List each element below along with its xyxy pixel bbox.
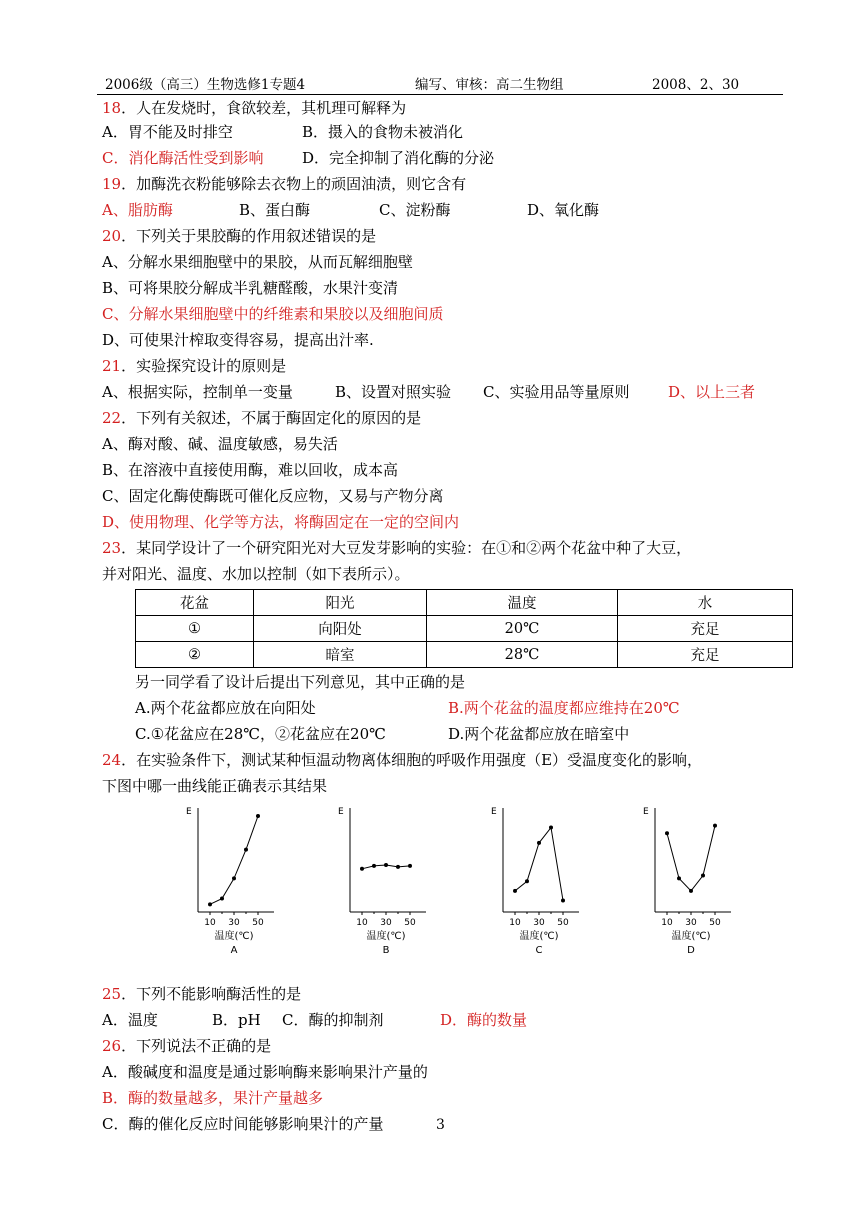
question-20-option-c-answer: C、分解水果细胞壁中的纤维素和果胶以及细胞间质 (102, 305, 444, 323)
question-26-option-a: A．酸碱度和温度是通过影响酶来影响果汁产量的 (102, 1063, 428, 1081)
x-tick-label: 50 (557, 918, 569, 928)
question-22-option-a: A、酶对酸、碱、温度敏感，易失活 (102, 435, 338, 453)
header-course: 2006级（高三）生物选修1专题4 (105, 77, 306, 93)
data-point (561, 898, 565, 902)
x-axis-label: 温度(℃) (366, 931, 406, 942)
x-tick-label: 30 (380, 918, 392, 928)
page-number: 3 (436, 1117, 445, 1133)
question-23-prompt: 另一同学看了设计后提出下列意见，其中正确的是 (135, 673, 466, 691)
question-22-option-c: C、固定化酶使酶既可催化反应物，又易与产物分离 (102, 487, 444, 505)
series-line (210, 816, 258, 904)
x-tick-label: 10 (509, 918, 521, 928)
x-axis-label: 温度(℃) (671, 931, 711, 942)
question-18-options-row1 (102, 121, 464, 143)
question-22-option-b: B、在溶液中直接使用酶，难以回收，成本高 (102, 461, 399, 479)
data-point (232, 876, 236, 880)
table-cell: ② (136, 642, 254, 668)
question-23-options-row1 (135, 697, 680, 719)
option-c: C．酶的抑制剂 (282, 1011, 384, 1029)
option-a: A、根据实际，控制单一变量 (102, 383, 293, 401)
data-point (701, 874, 705, 878)
question-21-options (102, 381, 756, 403)
question-23-stem-cont: 并对阳光、温度、水加以控制（如下表所示）。 (102, 565, 410, 583)
question-23-stem: 23．某同学设计了一个研究阳光对大豆发芽影响的实验：在①和②两个花盆中种了大豆， (102, 539, 692, 557)
table-header-cell: 温度 (427, 590, 618, 616)
option-d: D、氧化酶 (527, 201, 600, 219)
table-cell: 暗室 (254, 642, 427, 668)
chart-label: D (687, 945, 695, 956)
series-line (515, 828, 563, 901)
option-a: A．胃不能及时排空 (102, 123, 233, 141)
question-23-options-row2 (135, 723, 630, 745)
table-cell: 充足 (618, 616, 793, 642)
table-row (136, 642, 793, 668)
table-cell: 20℃ (427, 616, 618, 642)
data-point (208, 902, 212, 906)
x-tick-label: 10 (356, 918, 368, 928)
question-20-option-b: B、可将果胶分解成半乳糖醛酸，水果汁变清 (102, 279, 399, 297)
question-19-stem: 19．加酶洗衣粉能够除去衣物上的顽固油渍，则它含有 (102, 175, 467, 193)
chart-label: B (382, 945, 390, 956)
option-d-answer: D．酶的数量 (440, 1011, 528, 1029)
table-row (136, 616, 793, 642)
x-tick-label: 30 (533, 918, 545, 928)
option-c: C.①花盆应在28℃，②花盆应在20℃ (135, 725, 386, 743)
x-axis-label: 温度(℃) (519, 931, 559, 942)
data-point (408, 864, 412, 868)
x-axis-label: 温度(℃) (214, 931, 254, 942)
question-24-stem-cont: 下图中哪一曲线能正确表示其结果 (102, 777, 328, 795)
x-tick-label: 10 (661, 918, 673, 928)
table-cell: 向阳处 (254, 616, 427, 642)
data-point (372, 864, 376, 868)
question-20-stem: 20．下列关于果胶酶的作用叙述错误的是 (102, 227, 377, 245)
option-d-answer: D、以上三者 (668, 383, 756, 401)
data-point (677, 876, 681, 880)
question-26-option-b-answer: B．酶的数量越多，果汁产量越多 (102, 1089, 324, 1107)
data-point (525, 879, 529, 883)
chart-label: C (535, 945, 543, 956)
data-point (513, 889, 517, 893)
page-header (97, 70, 783, 95)
x-tick-label: 10 (204, 918, 216, 928)
x-tick-label: 30 (685, 918, 697, 928)
option-d: D．完全抑制了消化酶的分泌 (302, 149, 495, 167)
question-20-option-a: A、分解水果细胞壁中的果胶，从而瓦解细胞壁 (102, 253, 413, 271)
data-point (665, 831, 669, 835)
x-tick-label: 50 (404, 918, 416, 928)
data-point (689, 889, 693, 893)
data-point (396, 865, 400, 869)
header-date: 2008、2、30 (652, 77, 740, 93)
y-axis-label: E (643, 807, 649, 817)
option-c: C、实验用品等量原则 (483, 383, 630, 401)
question-22-option-d-answer: D、使用物理、化学等方法，将酶固定在一定的空间内 (102, 513, 460, 531)
data-point (220, 897, 224, 901)
table-cell: ① (136, 616, 254, 642)
x-tick-label: 50 (709, 918, 721, 928)
question-18-options-row2 (102, 147, 495, 169)
option-a-answer: A、脂肪酶 (102, 201, 173, 219)
option-a: A.两个花盆都应放在向阳处 (135, 699, 316, 717)
question-25-options (102, 1009, 528, 1031)
option-b-answer: B.两个花盆的温度都应维持在20℃ (448, 699, 680, 717)
data-point (244, 848, 248, 852)
table-header-row (136, 590, 793, 616)
x-tick-label: 30 (228, 918, 240, 928)
x-tick-label: 50 (252, 918, 264, 928)
option-c-answer: C．消化酶活性受到影响 (102, 149, 264, 167)
question-22-stem: 22．下列有关叙述，不属于酶固定化的原因的是 (102, 409, 422, 427)
data-point (537, 841, 541, 845)
question-21-stem: 21．实验探究设计的原则是 (102, 357, 287, 375)
temperature-curve-charts (180, 796, 740, 956)
table-header-cell: 水 (618, 590, 793, 616)
question-19-options (102, 199, 600, 221)
question-24-stem: 24．在实验条件下，测试某种恒温动物离体细胞的呼吸作用强度（E）受温度变化的影响， (102, 751, 703, 769)
option-b: B．摄入的食物未被消化 (302, 123, 464, 141)
data-point (360, 867, 364, 871)
table-cell: 充足 (618, 642, 793, 668)
question-20-option-d: D、可使果汁榨取变得容易，提高出汁率. (102, 331, 374, 349)
option-c: C、淀粉酶 (379, 201, 451, 219)
question-26-option-c: C．酶的催化反应时间能够影响果汁的产量 (102, 1115, 384, 1133)
question-18-stem: 18．人在发烧时，食欲较差，其机理可解释为 (102, 99, 407, 117)
y-axis-label: E (186, 807, 192, 817)
y-axis-label: E (338, 807, 344, 817)
question-26-stem: 26．下列说法不正确的是 (102, 1037, 272, 1055)
data-point (713, 824, 717, 828)
data-point (384, 863, 388, 867)
option-a: A．温度 (102, 1011, 158, 1029)
option-b: B、蛋白酶 (239, 201, 311, 219)
experiment-table (135, 589, 793, 668)
chart-label: A (230, 945, 238, 956)
question-25-stem: 25．下列不能影响酶活性的是 (102, 985, 302, 1003)
series-line (667, 826, 715, 891)
table-header-cell: 花盆 (136, 590, 254, 616)
header-editor: 编写、审核：高二生物组 (415, 77, 564, 93)
data-point (549, 826, 553, 830)
option-b: B、设置对照实验 (335, 383, 452, 401)
y-axis-label: E (491, 807, 497, 817)
table-header-cell: 阳光 (254, 590, 427, 616)
option-b: B．pH (212, 1011, 261, 1029)
option-d: D.两个花盆都应放在暗室中 (448, 725, 630, 743)
table-cell: 28℃ (427, 642, 618, 668)
data-point (256, 814, 260, 818)
